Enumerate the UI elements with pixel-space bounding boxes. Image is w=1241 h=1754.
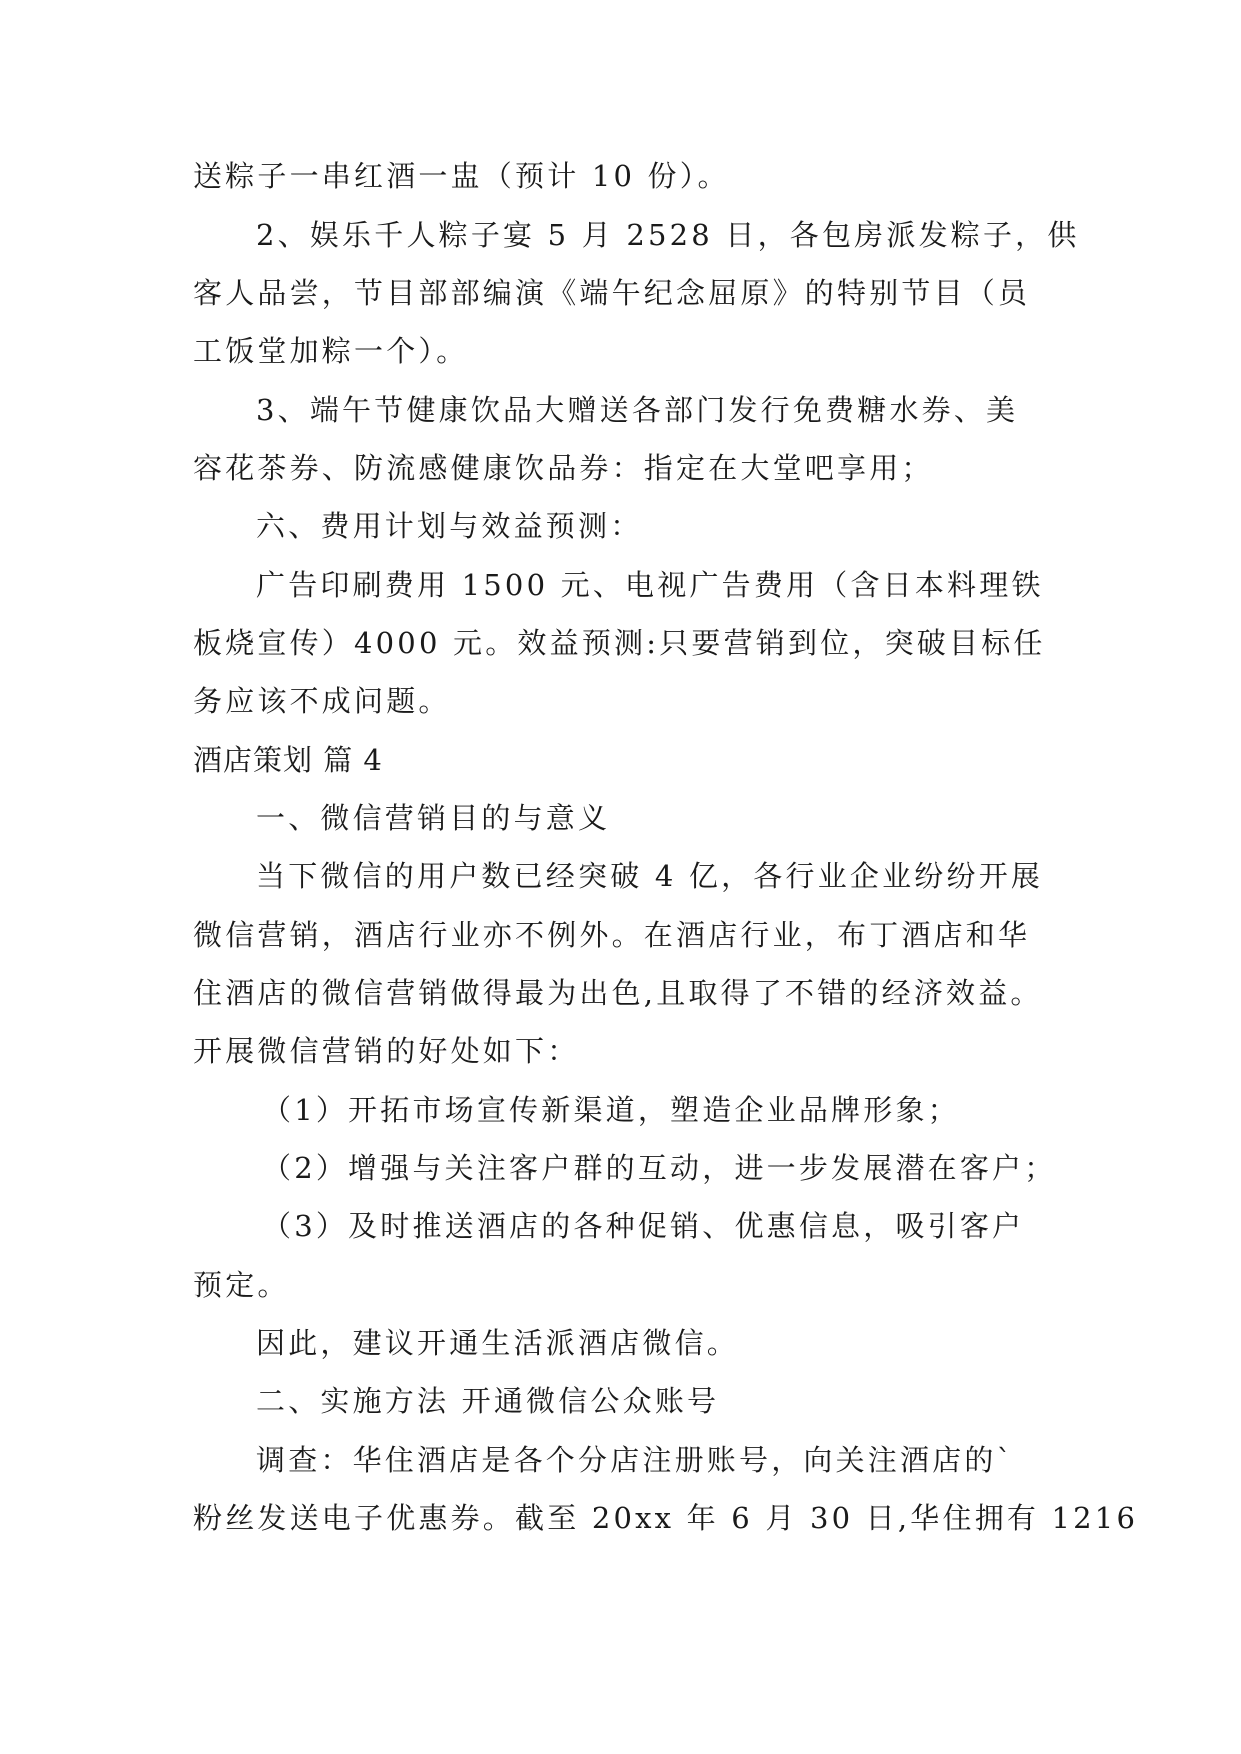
list-item: （3）及时推送酒店的各种促销、优惠信息，吸引客户 (262, 1209, 1025, 1243)
body-text-line: 因此，建议开通生活派酒店微信。 (256, 1326, 740, 1360)
article-title: 酒店策划 篇 4 (193, 743, 383, 777)
body-text-line: 当下微信的用户数已经突破 4 亿，各行业企业纷纷开展 (256, 859, 1044, 893)
body-text-line: 预定。 (193, 1268, 290, 1302)
list-item: 2、娱乐千人粽子宴 5 月 2528 日，各包房派发粽子，供 (256, 218, 1080, 252)
body-text-line: 客人品尝，节目部部编演《端午纪念屈原》的特别节目（员 (193, 276, 1031, 310)
body-text-line: 板烧宣传）4000 元。效益预测:只要营销到位，突破目标任 (193, 626, 1046, 660)
body-text-line: 广告印刷费用 1500 元、电视广告费用（含日本料理铁 (256, 568, 1044, 602)
body-text-line: 微信营销，酒店行业亦不例外。在酒店行业，布丁酒店和华 (193, 918, 1031, 952)
list-item: （2）增强与关注客户群的互动，进一步发展潜在客户； (262, 1151, 1057, 1185)
body-text-line: 工饭堂加粽一个）。 (193, 334, 469, 368)
section-heading: 一、微信营销目的与意义 (256, 801, 611, 835)
body-text-line: 送粽子一串红酒一盅（预计 10 份）。 (193, 159, 730, 193)
list-item: （1）开拓市场宣传新渠道，塑造企业品牌形象； (262, 1093, 960, 1127)
body-text-line: 容花茶券、防流感健康饮品券：指定在大堂吧享用； (193, 451, 934, 485)
body-text-line: 住酒店的微信营销做得最为出色,且取得了不错的经济效益。 (193, 976, 1043, 1010)
body-text-line: 粉丝发送电子优惠券。截至 20xx 年 6 月 30 日,华住拥有 1216 (193, 1501, 1139, 1535)
body-text-line: 务应该不成问题。 (193, 684, 451, 718)
body-text-line: 调查：华住酒店是各个分店注册账号，向关注酒店的` (256, 1443, 1015, 1477)
section-heading: 六、费用计划与效益预测： (256, 509, 643, 543)
list-item: 3、端午节健康饮品大赠送各部门发行免费糖水券、美 (256, 393, 1019, 427)
body-text-line: 开展微信营销的好处如下： (193, 1034, 580, 1068)
section-heading: 二、实施方法 开通微信公众账号 (256, 1384, 720, 1418)
